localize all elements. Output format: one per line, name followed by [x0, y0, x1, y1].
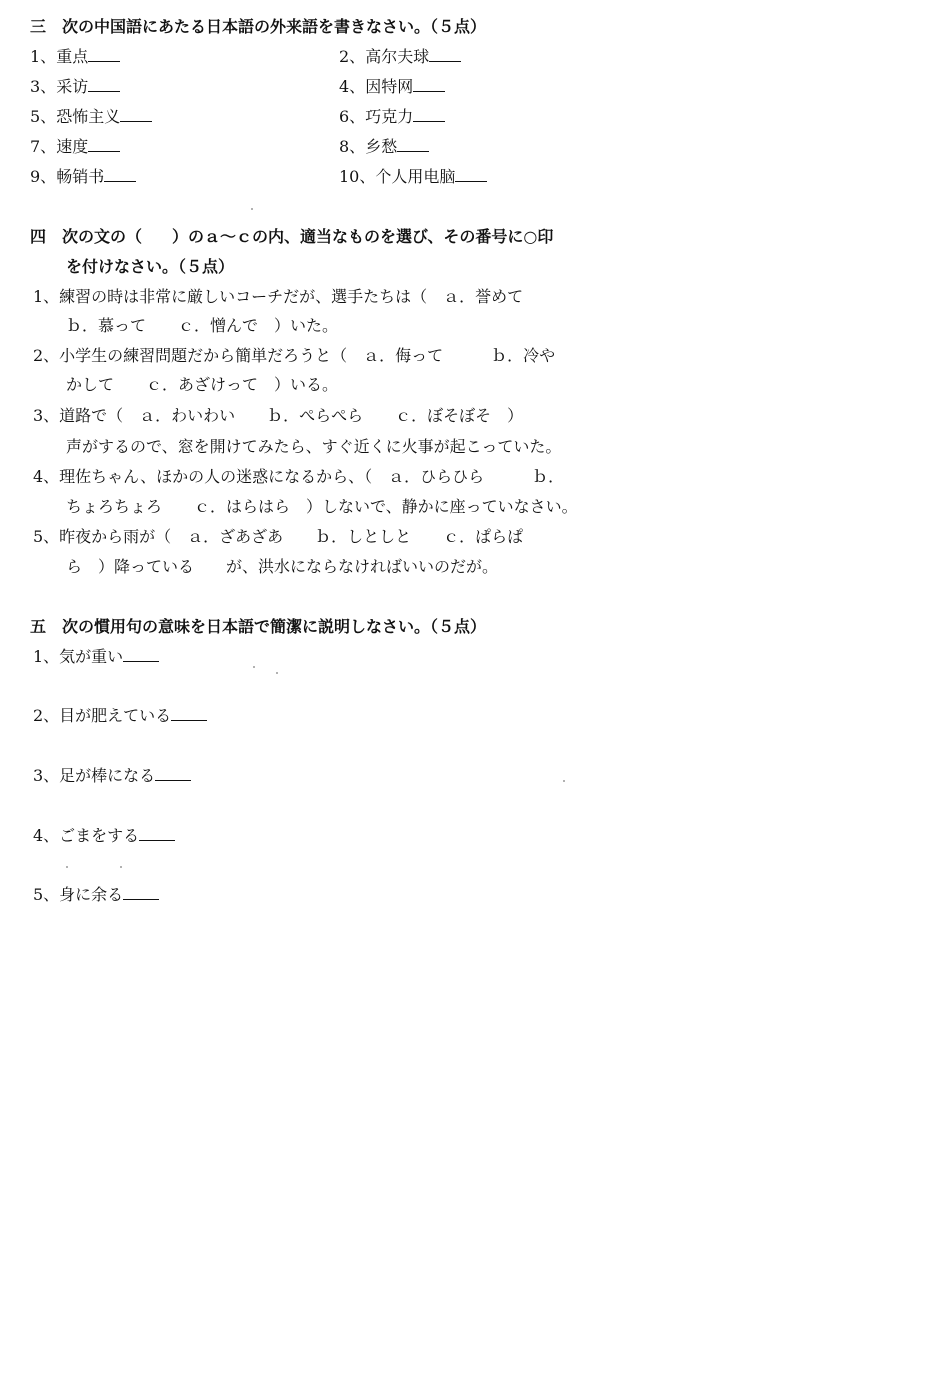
- section3-item-7: 7、速度: [30, 137, 120, 157]
- section5-item-4: 4、ごまをする: [33, 826, 175, 846]
- section4-q5-line2: ら ）降っている が、洪水にならなければいいのだが。: [66, 557, 499, 576]
- section4-q3-line1: 3、道路で（ ａ．わいわい ｂ．ぺらぺら ｃ．ぼそぼそ ）: [33, 406, 524, 425]
- section5-item-3: 3、足が棒になる: [33, 766, 191, 786]
- section4-heading-line2: を付けなさい。（５点）: [66, 257, 235, 276]
- scan-speck: [276, 672, 278, 674]
- section4-q3-line2: 声がするので、窓を開けてみたら、すぐ近くに火事が起こっていた。: [66, 437, 562, 456]
- scan-speck: [66, 866, 68, 868]
- scan-speck: [120, 866, 122, 868]
- section3-item-1: 1、重点: [30, 47, 120, 67]
- section5-item-1: 1、気が重い: [33, 647, 159, 667]
- section4-q4-line2: ちょろちょろ ｃ．はらはら ）しないで、静かに座っていなさい。: [66, 497, 578, 516]
- section5-item-5: 5、身に余る: [33, 885, 159, 905]
- section3-item-8: 8、乡愁: [339, 137, 429, 157]
- section3-item-9: 9、畅销书: [30, 167, 136, 187]
- section3-item-2: 2、高尔夫球: [339, 47, 461, 67]
- section3-item-6: 6、巧克力: [339, 107, 445, 127]
- section3-item-5: 5、恐怖主义: [30, 107, 152, 127]
- section4-q1-line1: 1、練習の時は非常に厳しいコーチだが、選手たちは（ ａ．誉めて: [33, 287, 524, 306]
- section4-heading: 四 次の文の（ ）のａ～ｃの内、適当なものを選び、その番号に○印: [30, 227, 554, 246]
- section4-q1-line2: ｂ．慕って ｃ．憎んで ）いた。: [66, 316, 339, 335]
- section5-heading: 五 次の慣用句の意味を日本語で簡潔に説明しなさい。（５点）: [30, 617, 487, 636]
- section3-item-10: 10、个人用电脑: [339, 167, 487, 187]
- section4-q2-line1: 2、小学生の練習問題だから簡単だろうと（ ａ．侮って ｂ．冷や: [33, 346, 556, 365]
- section4-q5-line1: 5、昨夜から雨が（ ａ．ざあざあ ｂ．しとしと ｃ．ぱらぱ: [33, 527, 524, 546]
- section5-item-2: 2、目が肥えている: [33, 706, 207, 726]
- section4-q4-line1: 4、理佐ちゃん、ほかの人の迷惑になるから、（ ａ．ひらひら ｂ．: [33, 467, 565, 486]
- scan-speck: [563, 780, 565, 782]
- scan-speck: [253, 666, 255, 668]
- section3-item-3: 3、采访: [30, 77, 120, 97]
- section3-item-4: 4、因特网: [339, 77, 445, 97]
- section4-q2-line2: かして ｃ．あざけって ）いる。: [66, 375, 339, 394]
- section3-heading: 三 次の中国語にあたる日本語の外来語を書きなさい。（５点）: [30, 17, 487, 36]
- scan-speck: [251, 208, 253, 210]
